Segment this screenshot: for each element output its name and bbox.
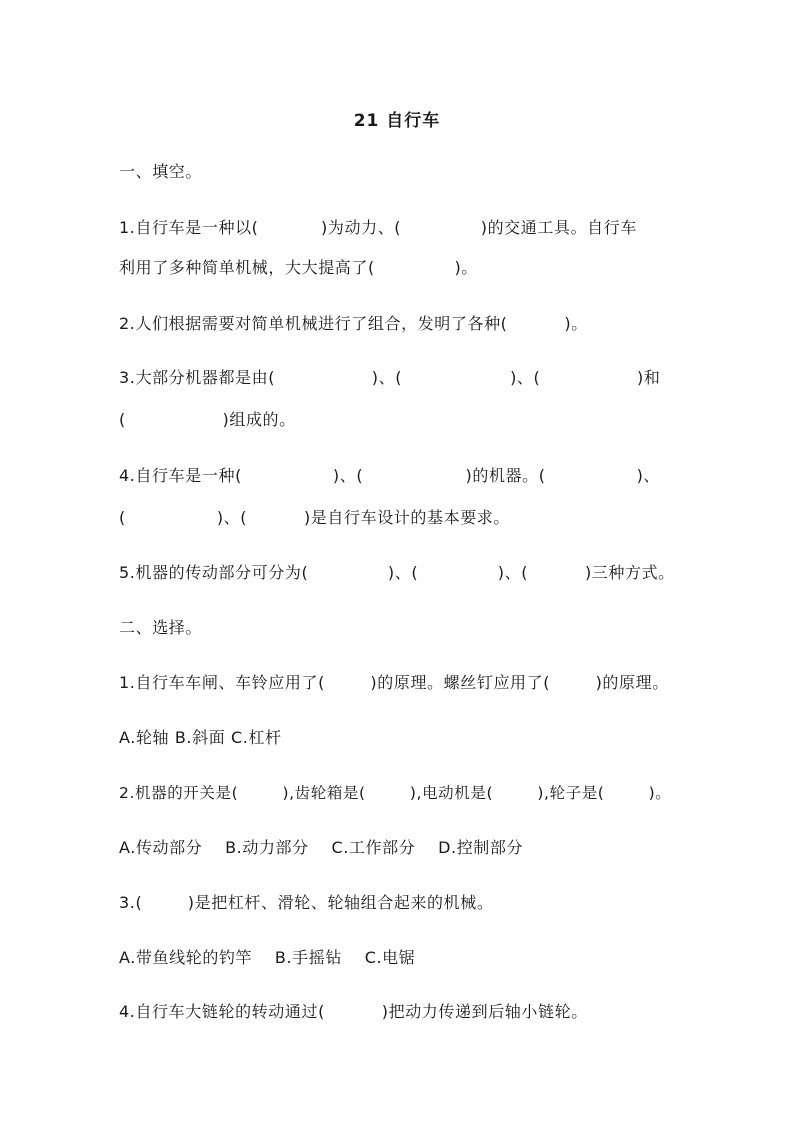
choice-q3-options: A.带鱼线轮的钓竿 B.手摇钻 C.电锯 [119, 948, 416, 967]
choice-q4: 4.自行车大链轮的转动通过( )把动力传递到后轴小链轮。 [119, 1002, 588, 1021]
section-heading-choice: 二、选择。 [119, 618, 203, 637]
fill-q4-line1: 4.自行车是一种( )、( )的机器。( )、 [119, 466, 661, 485]
choice-q2: 2.机器的开关是( ),齿轮箱是( ),电动机是( ),轮子是( )。 [119, 784, 672, 802]
fill-q1-line1: 1.自行车是一种以( )为动力、( )的交通工具。自行车 [119, 218, 637, 237]
fill-q1-line2: 利用了多种简单机械，大大提高了( )。 [119, 258, 478, 277]
fill-q2: 2.人们根据需要对简单机械进行了组合，发明了各种( )。 [119, 314, 588, 333]
fill-q3-line1: 3.大部分机器都是由( )、( )、( )和 [119, 368, 661, 387]
choice-q1-options: A.轮轴 B.斜面 C.杠杆 [119, 728, 282, 747]
page-title: 21 自行车 [353, 111, 441, 131]
choice-q1: 1.自行车车闸、车铃应用了( )的原理。螺丝钉应用了( )的原理。 [119, 673, 669, 692]
fill-q5: 5.机器的传动部分可分为( )、( )、( )三种方式。 [119, 563, 675, 582]
section-heading-fill-blank: 一、填空。 [119, 162, 203, 181]
choice-q2-options: A.传动部分 B.动力部分 C.工作部分 D.控制部分 [119, 838, 524, 857]
choice-q3: 3.( )是把杠杆、滑轮、轮轴组合起来的机械。 [119, 893, 494, 912]
fill-q3-line2: ( )组成的。 [119, 410, 296, 429]
fill-q4-line2: ( )、( )是自行车设计的基本要求。 [119, 508, 511, 527]
